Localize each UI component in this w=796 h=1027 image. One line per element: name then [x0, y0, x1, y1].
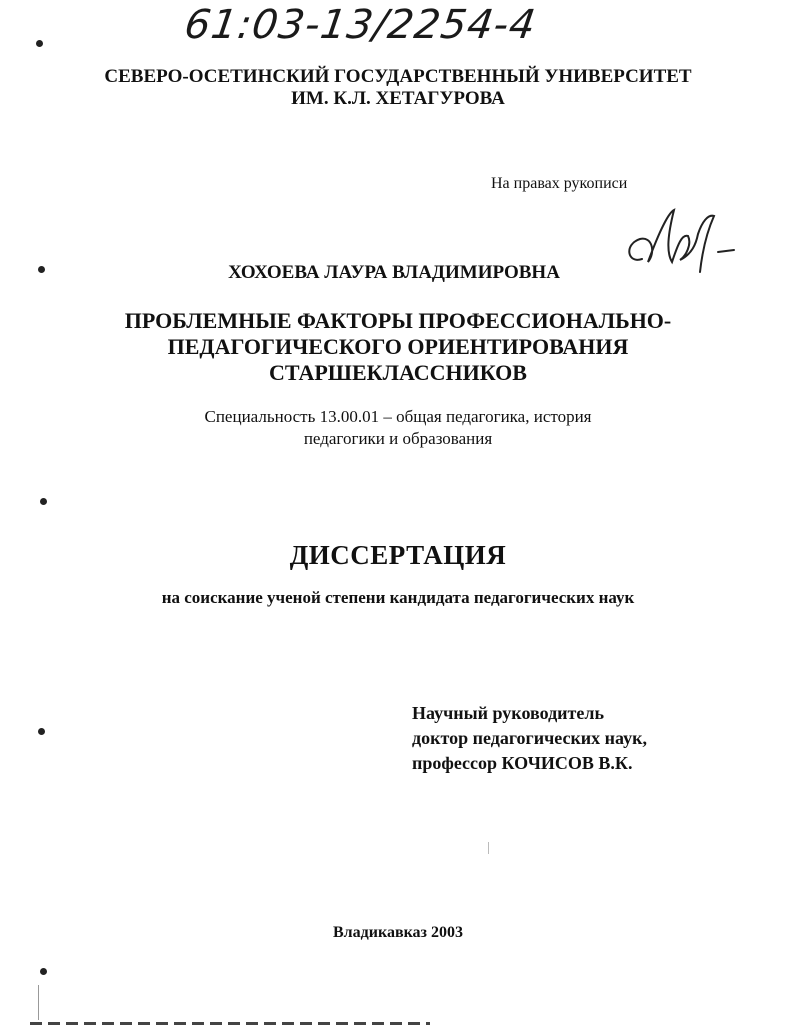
- scientific-supervisor: [412, 701, 647, 776]
- degree-statement: на соискание ученой степени кандидата педагогических наук: [161, 588, 635, 607]
- handwritten-catalog-number: 61:03-13/2254-4: [181, 2, 539, 48]
- document-type: ДИССЕРТАЦИЯ: [289, 540, 507, 570]
- specialty-line: педагогики и образования: [303, 429, 493, 448]
- scan-edge-artifact: [30, 1022, 430, 1025]
- university-named-after: ИМ. К.Л. ХЕТАГУРОВА: [291, 88, 505, 109]
- scan-artifact: [38, 985, 39, 1020]
- punch-hole-mark: [40, 498, 47, 505]
- supervisor-line: доктор педагогических наук,: [412, 728, 648, 748]
- punch-hole-mark: [38, 728, 45, 735]
- scan-artifact: [488, 842, 489, 854]
- specialty-line: Специальность 13.00.01 – общая педагогика, история: [204, 407, 592, 426]
- author-name: ХОХОЕВА ЛАУРА ВЛАДИМИРОВНА: [228, 262, 560, 283]
- university-name: СЕВЕРО-ОСЕТИНСКИЙ ГОСУДАРСТВЕННЫЙ УНИВЕРСИТЕТ: [104, 66, 692, 87]
- supervisor-line: Научный руководитель: [412, 703, 604, 723]
- specialty: [0, 406, 796, 450]
- manuscript-rights-note: На правах рукописи: [491, 175, 628, 192]
- punch-hole-mark: [38, 266, 45, 273]
- dissertation-title: [0, 308, 796, 386]
- supervisor-line: профессор КОЧИСОВ В.К.: [412, 753, 633, 773]
- title-line: ПРОБЛЕМНЫЕ ФАКТОРЫ ПРОФЕССИОНАЛЬНО-: [124, 308, 672, 333]
- title-line: ПЕДАГОГИЧЕСКОГО ОРИЕНТИРОВАНИЯ: [167, 334, 629, 359]
- punch-hole-mark: [40, 968, 47, 975]
- city-year: Владикавказ 2003: [333, 924, 463, 941]
- punch-hole-mark: [36, 40, 43, 47]
- university-header: [0, 66, 796, 110]
- title-line: СТАРШЕКЛАССНИКОВ: [269, 360, 527, 385]
